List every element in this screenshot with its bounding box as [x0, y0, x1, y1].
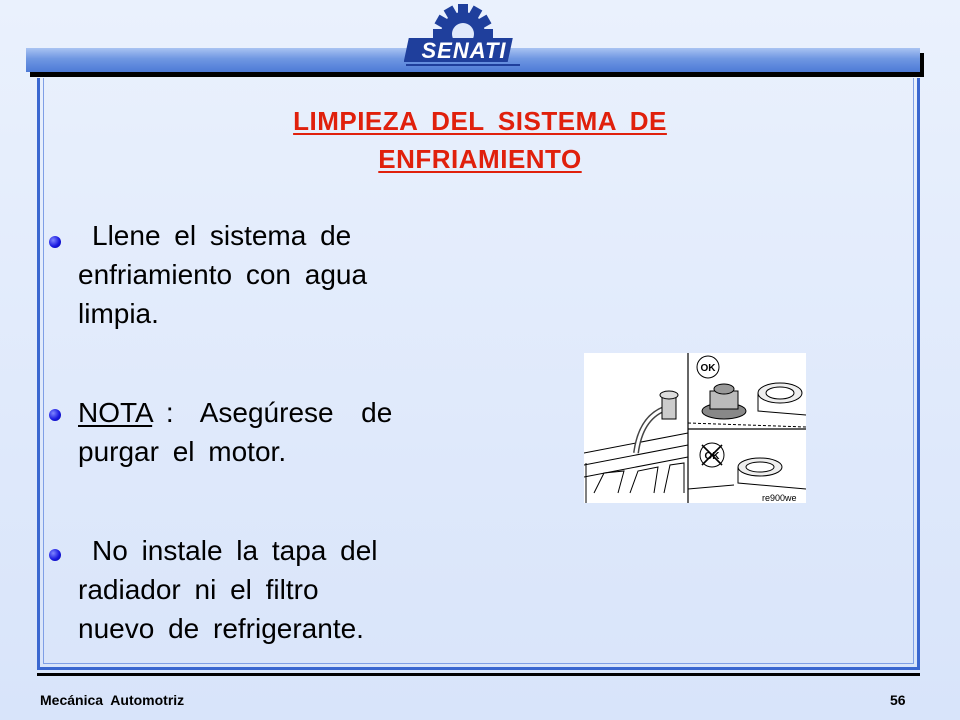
- logo-text: SENATI: [421, 38, 507, 63]
- bullet-dot: [49, 409, 61, 421]
- title-line-1: LIMPIEZA DEL SISTEMA DE: [293, 106, 667, 136]
- footer-course-name: Mecánica Automotriz: [40, 692, 185, 708]
- note-label: NOTA: [78, 397, 153, 428]
- radiator-cap-illustration: [584, 353, 806, 503]
- bullet-1-line-1: Llene el sistema de: [92, 220, 352, 251]
- bullet-3-line-3: nuevo de refrigerante.: [78, 613, 364, 644]
- image-code-label: re900we: [762, 493, 797, 503]
- bullet-item-1: [40, 216, 510, 336]
- bullet-text-3: [78, 531, 510, 648]
- ok-label: OK: [700, 363, 716, 374]
- slide-title: [180, 102, 780, 178]
- bullet-3-line-1: No instale la tapa del: [92, 535, 378, 566]
- not-ok-label: OK: [704, 451, 720, 462]
- senati-logo: [404, 4, 522, 74]
- bullet-item-2: [40, 393, 510, 473]
- bullet-3-line-2: radiador ni el filtro: [78, 574, 319, 605]
- bullet-2-line-2: purgar el motor.: [78, 436, 287, 467]
- bullet-dot: [49, 236, 61, 248]
- bullet-text-2: [78, 393, 510, 471]
- bullet-text-1: [78, 216, 510, 333]
- bullet-2-line-1-rest: : Asegúrese de: [152, 397, 393, 428]
- bullet-item-3: [40, 531, 510, 651]
- bullet-1-line-2: enfriamiento con agua: [78, 259, 368, 290]
- title-line-2: ENFRIAMIENTO: [378, 144, 582, 174]
- footer-divider: [37, 673, 920, 676]
- bullet-dot: [49, 549, 61, 561]
- footer-page-number: 56: [890, 692, 906, 708]
- bullet-1-line-3: limpia.: [78, 298, 159, 329]
- bullet-2-line-1: [78, 393, 510, 432]
